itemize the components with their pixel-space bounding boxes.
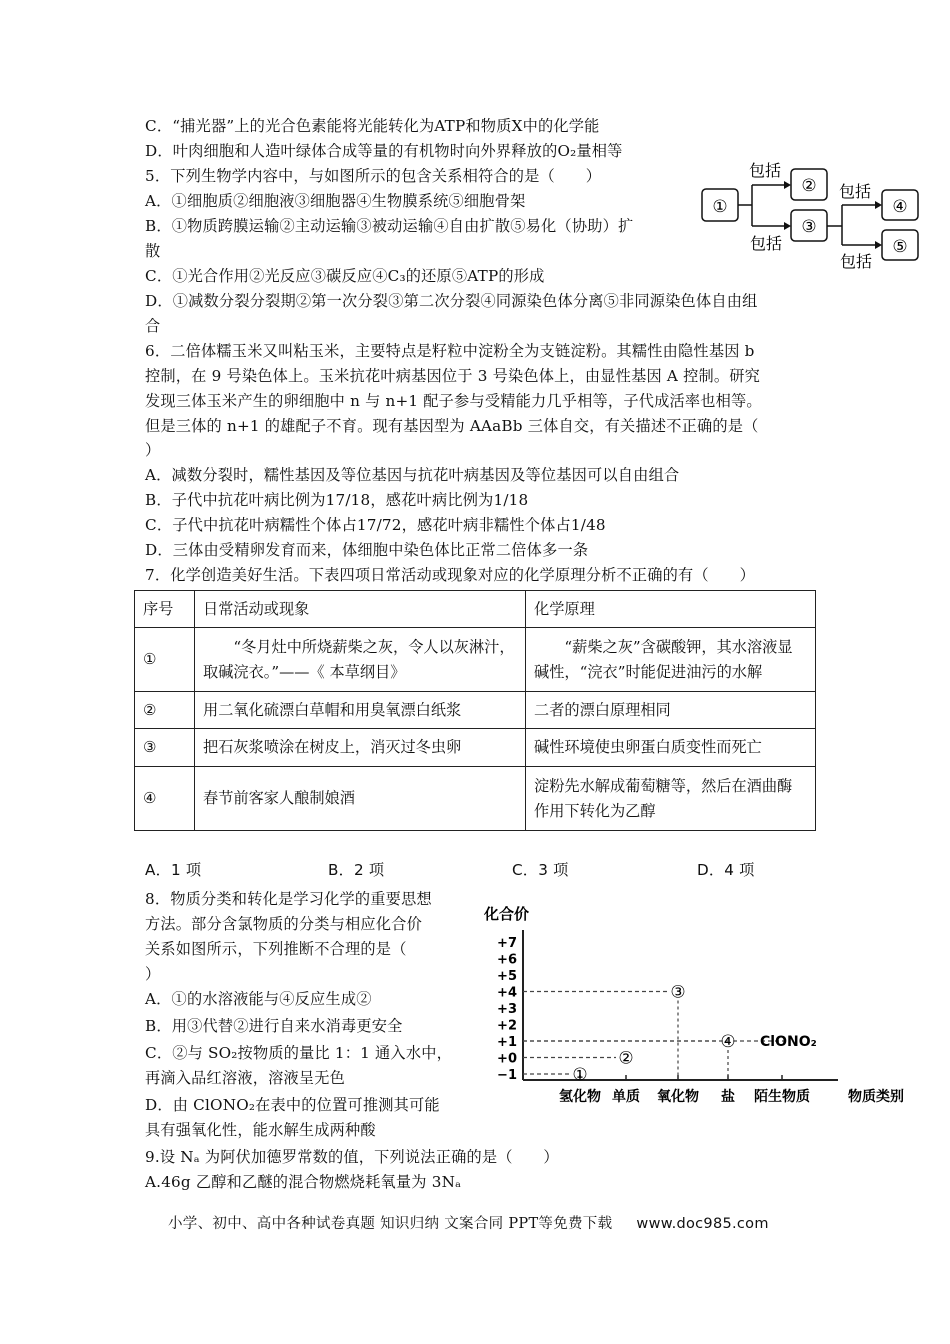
question-5-option-d: D．①减数分裂分裂期②第一次分裂③第二次分裂④同源染色体分离⑤非同源染色体自由组: [145, 292, 758, 310]
table-cell: 碱性环境使虫卵蛋白质变性而死亡: [526, 729, 816, 767]
diagram-box-5-label: ⑤: [892, 237, 908, 257]
diagram-label-include: 包括: [838, 182, 872, 201]
table-row: [135, 767, 816, 831]
question-5-option-a: A．①细胞质②细胞液③细胞器④生物膜系统⑤细胞骨架: [145, 192, 526, 210]
footer-url[interactable]: www.doc985.com: [636, 1216, 769, 1232]
question-7-option-b: B．2 项: [328, 861, 385, 879]
table-cell: 用二氧化硫漂白草帽和用臭氧漂白纸浆: [195, 692, 526, 729]
diagram-box-3-label: ③: [801, 217, 817, 237]
chart-x-tick-label: 陌生物质: [754, 1089, 810, 1105]
chart-y-tick-label: +7: [497, 936, 517, 951]
option-c-prev: C．“捕光器”上的光合色素能将光能转化为ATP和物质X中的化学能: [145, 117, 600, 135]
diagram-box-2-label: ②: [801, 176, 817, 196]
chart-x-tick-label: 单质: [612, 1089, 640, 1105]
footer-text: 小学、初中、高中各种试卷真题 知识归纳 文案合同 PPT等免费下载: [168, 1216, 613, 1232]
table-cell: 春节前客家人酿制娘酒: [195, 767, 526, 831]
question-5-stem: 5．下列生物学内容中，与如图所示的包含关系相符合的是（ ）: [145, 167, 602, 185]
option-d-prev: D．叶肉细胞和人造叶绿体合成等量的有机物时向外界释放的O₂量相等: [145, 142, 623, 160]
question-8-stem-2: 方法。部分含氯物质的分类与相应化合价: [145, 915, 422, 933]
chart-point-label: ClONO₂: [760, 1034, 817, 1050]
chart-point-label: ③: [670, 982, 686, 1003]
table-cell: 把石灰浆喷涂在树皮上，消灭过冬虫卵: [195, 729, 526, 767]
chart-x-tick-label: 氢化物: [559, 1089, 601, 1105]
table-cell: ④: [135, 767, 195, 831]
question-8-option-d-cont: 具有强氧化性，能水解生成两种酸: [145, 1121, 376, 1139]
question-6-stem-5: ）: [145, 441, 161, 459]
table-header-cell: 化学原理: [526, 591, 816, 628]
table-cell: 二者的漂白原理相同: [526, 692, 816, 729]
inclusion-diagram: [690, 160, 930, 272]
question-6-stem-4: 但是三体的 n+1 的雄配子不育。现有基因型为 AAaBb 三体自交，有关描述不正确的是（: [145, 417, 759, 435]
chart-point-label: ④: [720, 1032, 736, 1052]
chart-point-label: ②: [618, 1048, 634, 1069]
question-6-stem-1: 6．二倍体糯玉米又叫粘玉米，主要特点是籽粒中淀粉全为支链淀粉。其糯性由隐性基因 b: [145, 342, 755, 360]
chart-y-tick-label: +5: [497, 969, 517, 984]
chart-y-tick-label: +4: [497, 985, 517, 1001]
question-5-option-b-cont: 散: [145, 242, 161, 260]
chart-x-tick-label: 氧化物: [657, 1089, 699, 1105]
question-8-stem-4: ）: [145, 965, 161, 983]
question-8-option-c-cont: 再滴入品红溶液，溶液呈无色: [145, 1069, 346, 1087]
chart-x-tick-label: 盐: [721, 1089, 735, 1105]
question-8-option-c: C．②与 SO₂按物质的量比 1：1 通入水中，: [145, 1044, 452, 1062]
question-9-option-a: A.46g 乙醇和乙醚的混合物燃烧耗氧量为 3Nₐ: [145, 1173, 462, 1191]
chart-y-tick-label: +6: [497, 952, 517, 968]
question-5-option-d-cont: 合: [145, 317, 161, 335]
diagram-label-include: 包括: [749, 234, 783, 253]
diagram-label-include: 包括: [748, 161, 782, 180]
chart-y-tick-label: +1: [497, 1035, 517, 1050]
question-6-option-a: A．减数分裂时，糯性基因及等位基因与抗花叶病基因及等位基因可以自由组合: [145, 466, 680, 484]
chart-x-axis-label: 物质类别: [848, 1089, 904, 1105]
question-8-stem-1: 8．物质分类和转化是学习化学的重要思想: [145, 890, 432, 908]
question-5-option-c: C．①光合作用②光反应③碳反应④C₃的还原⑤ATP的形成: [145, 267, 545, 285]
question-8-option-a: A．①的水溶液能与④反应生成②: [145, 990, 372, 1008]
table-cell: ①: [135, 628, 195, 692]
question-7-table: [134, 590, 816, 831]
question-6-option-c: C．子代中抗花叶病糯性个体占17/72，感花叶病非糯性个体占1/48: [145, 516, 606, 534]
diagram-box-1-label: ①: [712, 197, 728, 217]
chart-y-axis-label: 化合价: [484, 905, 530, 923]
table-row: [135, 628, 816, 692]
question-9-stem: 9.设 Nₐ 为阿伏加德罗常数的值，下列说法正确的是（ ）: [145, 1148, 559, 1166]
question-7-option-c: C．3 项: [512, 861, 569, 879]
question-7-option-a: A．1 项: [145, 861, 202, 879]
question-6-option-d: D．三体由受精卵发育而来，体细胞中染色体比正常二倍体多一条: [145, 541, 589, 559]
diagram-box-4-label: ④: [892, 197, 908, 217]
question-7-stem: 7．化学创造美好生活。下表四项日常活动或现象对应的化学原理分析不正确的有（ ）: [145, 566, 755, 584]
question-5-option-b: B．①物质跨膜运输②主动运输③被动运输④自由扩散⑤易化（协助）扩: [145, 217, 634, 235]
chart-point-label: ①: [572, 1065, 588, 1085]
table-header-cell: 日常活动或现象: [195, 591, 526, 628]
valence-chart: [470, 900, 915, 1110]
table-row: [135, 692, 816, 729]
chart-y-tick-label: +0: [497, 1051, 517, 1067]
question-8-stem-3: 关系如图所示，下列推断不合理的是（: [145, 940, 407, 958]
chart-y-tick-label: +2: [497, 1018, 517, 1034]
table-header-row: [135, 591, 816, 628]
question-6-option-b: B．子代中抗花叶病比例为17/18，感花叶病比例为1/18: [145, 491, 529, 509]
table-header-cell: 序号: [135, 591, 195, 628]
question-6-stem-2: 控制，在 9 号染色体上。玉米抗花叶病基因位于 3 号染色体上，由显性基因 A 控制。研究: [145, 367, 761, 385]
table-cell: 淀粉先水解成葡萄糖等，然后在酒曲酶作用下转化为乙醇: [526, 767, 816, 831]
table-row: [135, 729, 816, 767]
table-cell: ②: [135, 692, 195, 729]
chart-y-tick-label: +3: [497, 1002, 517, 1017]
question-6-stem-3: 发现三体玉米产生的卵细胞中 n 与 n+1 配子参与受精能力几乎相等，子代成活率也相等。: [145, 392, 762, 410]
question-7-option-d: D．4 项: [697, 861, 755, 879]
table-cell: “冬月灶中所烧薪柴之灰，令人以灰淋汁，取碱浣衣。”——《 本草纲目》: [195, 628, 526, 692]
table-cell: ③: [135, 729, 195, 767]
question-8-option-b: B．用③代替②进行自来水消毒更安全: [145, 1017, 403, 1035]
question-8-option-d: D．由 ClONO₂在表中的位置可推测其可能: [145, 1096, 440, 1114]
page-footer: [168, 1212, 769, 1233]
table-cell: “薪柴之灰”含碳酸钾，其水溶液显碱性，“浣衣”时能促进油污的水解: [526, 628, 816, 692]
chart-y-tick-label: −1: [497, 1068, 517, 1083]
diagram-label-include: 包括: [839, 252, 873, 271]
